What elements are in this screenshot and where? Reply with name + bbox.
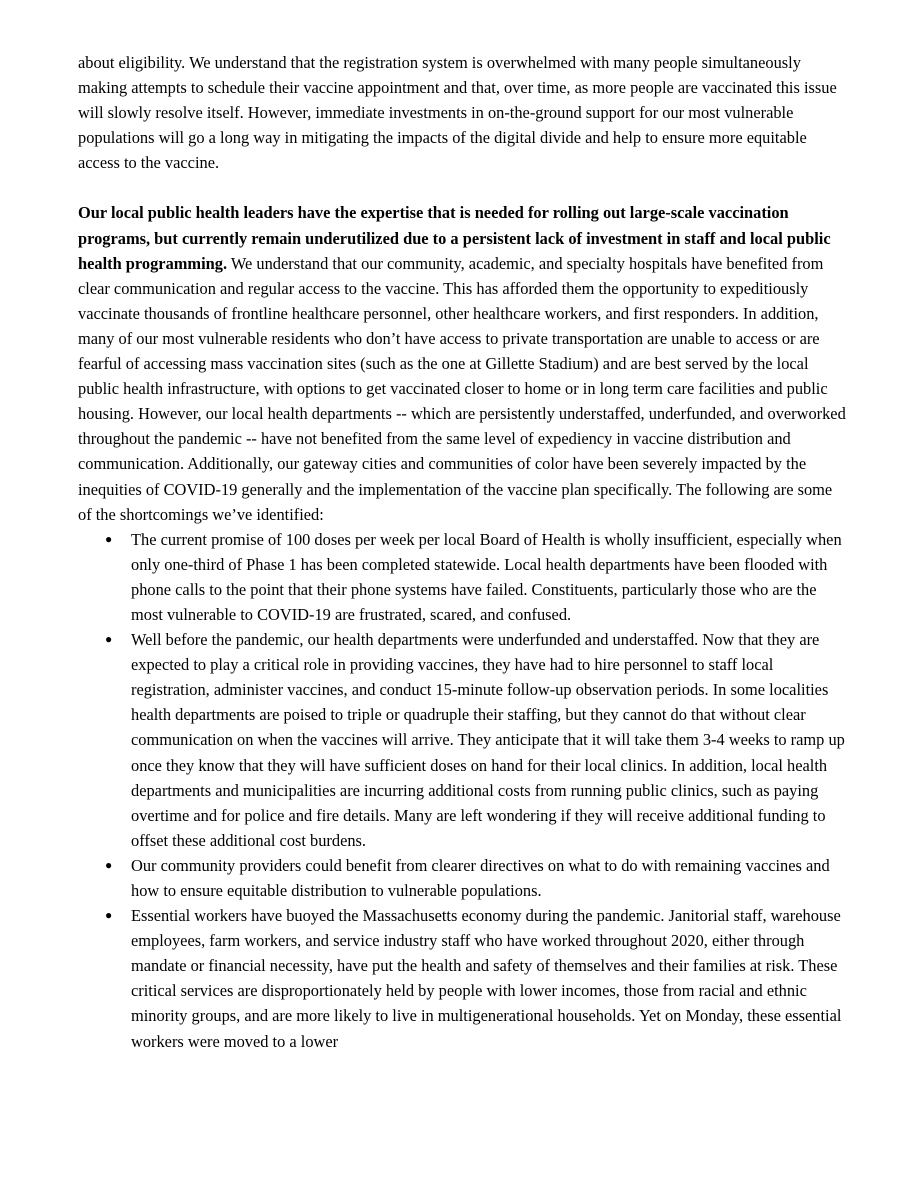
list-item [78,853,848,903]
paragraph-body: We understand that our community, academic, and specialty hospitals have benefited from clear communication and regular access to the vaccine. This has afforded them the opportunity to expeditiously vaccinate thousands of frontline healthcare personnel, other healthcare workers, and first responders. In addition, many of our most vulnerable residents who don’t have access to private transportation are unable to access or are fearful of accessing mass vaccination sites (such as the one at Gillette Stadium) and are best served by the local public health infrastructure, with options to get vaccinated closer to home or in long term care facilities and public housing. However, our local health departments -- which are persistently understaffed, underfunded, and overworked throughout the pandemic -- have not benefited from the same level of expediency in vaccine distribution and communication. Additionally, our gateway cities and communities of color have been severely impacted by the inequities of COVID-19 generally and the implementation of the vaccine plan specifically. The following are some of the shortcomings we’ve identified: [78,253,846,524]
list-item-text: The current promise of 100 doses per week per local Board of Health is wholly insufficient, especially when only one-third of Phase 1 has been completed statewide. Local health departments have been flooded with phone calls to the point that their phone systems have failed. Constituents, particularly those who are the most vulnerable to COVID-19 are frustrated, scared, and confused. [131,529,842,624]
bullet-icon: ● [105,531,113,546]
list-item-text: Well before the pandemic, our health departments were underfunded and understaffed. Now that they are expected to play a critical role in providing vaccines, they have had to hire personnel to staff local registration, administer vaccines, and conduct 15-minute follow-up observation periods. In some localities health departments are poised to triple or quadruple their staffing, but they cannot do that without clear communication on when the vaccines will arrive. They anticipate that it will take them 3-4 weeks to ramp up once they know that they will have sufficient doses on hand for their local clinics. In addition, local health departments and municipalities are incurring additional costs from running public clinics, such as paying overtime and for police and fire details. Many are left wondering if they will receive additional funding to offset these additional cost burdens. [131,630,845,850]
list-item [78,527,848,627]
list-item-text: Essential workers have buoyed the Massachusetts economy during the pandemic. Janitorial staff, warehouse employees, farm workers, and service industry staff who have worked throughout 2020, either through mandate or financial necessity, have put the health and safety of themselves and their families at risk. These critical services are disproportionately held by people with lower incomes, those from racial and ethnic minority groups, and are more likely to live in multigenerational households. Yet on Monday, these essential workers were moved to a lower [131,906,842,1051]
bullet-icon: ● [105,632,113,647]
shortcomings-list [78,527,848,1054]
list-item [78,903,848,1054]
bullet-icon: ● [105,908,113,923]
paragraph-eligibility: about eligibility. We understand that the registration system is overwhelmed with many people simultaneously making attempts to schedule their vaccine appointment and that, over time, as more people are vaccinated this issue will slowly resolve itself. However, immediate investments in on-the-ground support for our most vulnerable populations will go a long way in mitigating the impacts of the digital divide and help to ensure more equitable access to the vaccine. [78,53,837,173]
list-item-text: Our community providers could benefit from clearer directives on what to do with remaining vaccines and how to ensure equitable distribution to vulnerable populations. [131,855,830,900]
list-item [78,627,848,853]
bullet-icon: ● [105,857,113,872]
paragraph-local-public-health [78,200,848,526]
paragraph-bold-lead: Our local public health leaders have the expertise that is needed for rolling out large-scale vaccination programs, but currently remain underutilized due to a persistent lack of investment in staff and local public health programming. [78,203,831,273]
document-page [78,50,848,1054]
